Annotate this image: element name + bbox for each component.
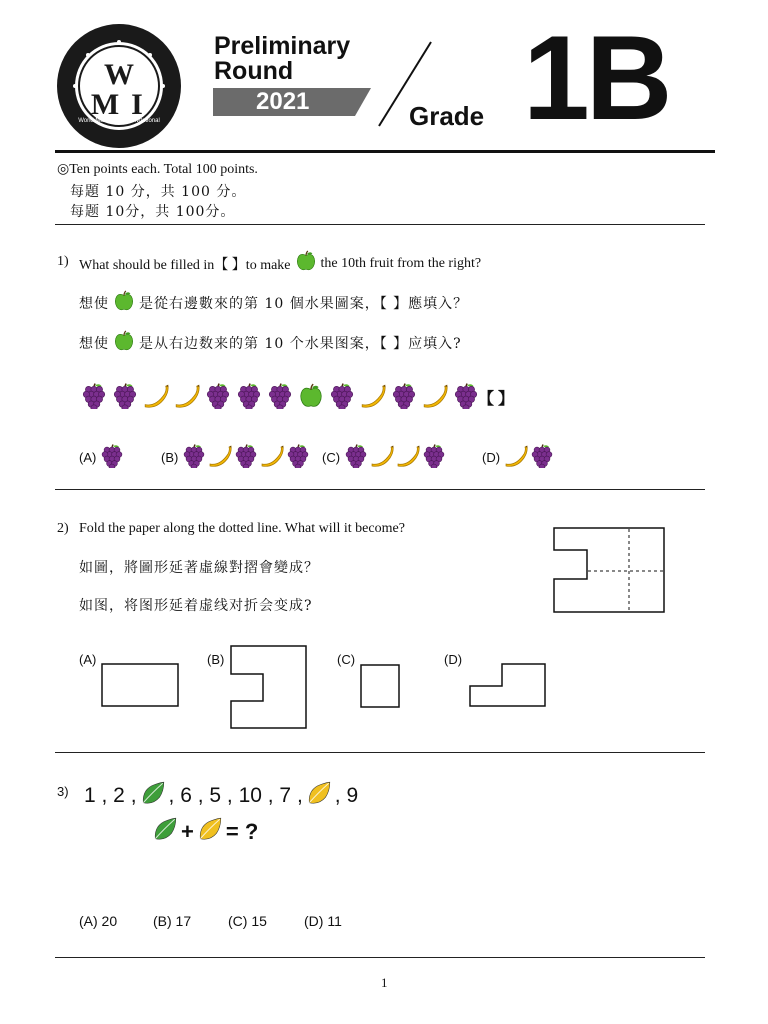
grape-icon [182,444,206,471]
q1-trad-b: 是從右邊數來的第 10 個水果圖案，【 】應填入？ [139,296,469,312]
q3-option-b: (B) 17 [153,913,192,929]
round-title-line1: Preliminary [214,32,351,60]
divider [55,752,705,753]
wmi-logo [55,22,183,150]
q2-option-b-shape [230,645,310,735]
banana-icon [208,444,232,471]
q2-option-a-shape [101,663,181,713]
q2-option-c-shape [360,664,402,714]
q1-simp-b: 是从右边数来的第 10 个水果图案，【 】应填入? [139,336,462,352]
q3-option-c: (C) 15 [228,913,267,929]
q1-answer-blank: 【 】 [478,391,515,408]
q1-english [79,250,481,277]
q1-fruit-sequence [81,383,479,413]
q1-option-a [79,444,124,471]
q1-trad-a: 想使 [79,296,109,312]
q3-sequence-part3: , 9 [334,784,359,807]
q1-simp [79,330,462,356]
q2-simp: 如图，将图形延着虚线对折会变成? [79,598,313,614]
grape-icon [530,444,554,471]
q2-option-c-label: (C) [337,652,356,667]
q2-option-a-label: (A) [79,652,97,667]
grape-icon [453,383,479,413]
grape-icon [267,383,293,413]
q2-number: 2) [57,521,69,536]
banana-icon [422,383,448,413]
apple-icon [295,250,317,277]
q3-sequence [84,780,358,812]
banana-icon [396,444,420,471]
q1-english-b: the 10th fruit from the right? [320,255,482,271]
apple-icon [113,290,135,316]
q3-number: 3) [57,784,69,799]
intro-zh-trad: 每題 10 分，共 100 分。 [70,184,247,200]
grape-icon [329,383,355,413]
q3-equals: = ? [225,819,259,844]
option-label: (A) [79,450,97,465]
year-label: 2021 [256,88,310,115]
header-rule [55,150,715,153]
intro-en: ◎Ten points each. Total 100 points. [57,162,258,177]
option-label: (B) [161,450,179,465]
banana-icon [260,444,284,471]
apple-icon [298,383,324,413]
round-title-line2: Round [214,57,294,85]
q1-simp-a: 想使 [79,336,109,352]
grape-icon [391,383,417,413]
grape-icon [286,444,310,471]
q3-option-d: (D) 11 [304,913,342,929]
q2-option-d-label: (D) [444,652,463,667]
grape-icon [422,444,446,471]
grade-value: 1B [523,11,669,145]
grape-icon [234,444,258,471]
q1-trad [79,290,468,316]
grape-icon [205,383,231,413]
banana-icon [360,383,386,413]
banana-icon [370,444,394,471]
green-leaf-icon [152,816,178,848]
green-leaf-icon [140,780,166,812]
q1-option-d [482,444,554,471]
yellow-leaf-icon [306,780,332,812]
q2-option-d-shape [469,663,549,713]
divider [55,224,705,225]
option-label: (D) [482,450,501,465]
q2-fold-figure [553,527,667,615]
yellow-leaf-icon [197,816,223,848]
grape-icon [112,383,138,413]
page-number: 1 [381,975,388,990]
divider [55,957,705,958]
svg-text:W: W [104,58,134,91]
grape-icon [236,383,262,413]
q2-option-b-label: (B) [207,652,225,667]
q3-equation [152,816,258,848]
q3-option-a: (A) 20 [79,913,118,929]
banana-icon [143,383,169,413]
intro-zh-simp: 每题 10分，共 100分。 [70,204,236,220]
q3-sequence-part2: , 6 , 5 , 10 , 7 , [168,784,303,807]
q1-option-b [161,444,310,471]
q3-plus: + [181,819,194,844]
q1-number: 1) [57,254,69,269]
grade-label: Grade [409,101,485,131]
option-label: (C) [322,450,341,465]
grape-icon [100,444,124,471]
q3-sequence-part1: 1 , 2 , [84,784,137,807]
logo-ring-text: World Mathematics Invitational [78,118,160,124]
svg-text:I: I [131,88,143,121]
banana-icon [504,444,528,471]
svg-text:M: M [90,88,120,121]
banana-icon [174,383,200,413]
divider [55,489,705,490]
q2-english: Fold the paper along the dotted line. What will it become? [79,521,405,536]
q1-english-a: What should be filled in【 】to make [79,257,291,273]
q2-trad: 如圖，將圖形延著虛線對摺會變成？ [79,560,319,576]
q1-option-c [322,444,446,471]
grape-icon [344,444,368,471]
apple-icon [113,330,135,356]
grape-icon [81,383,107,413]
